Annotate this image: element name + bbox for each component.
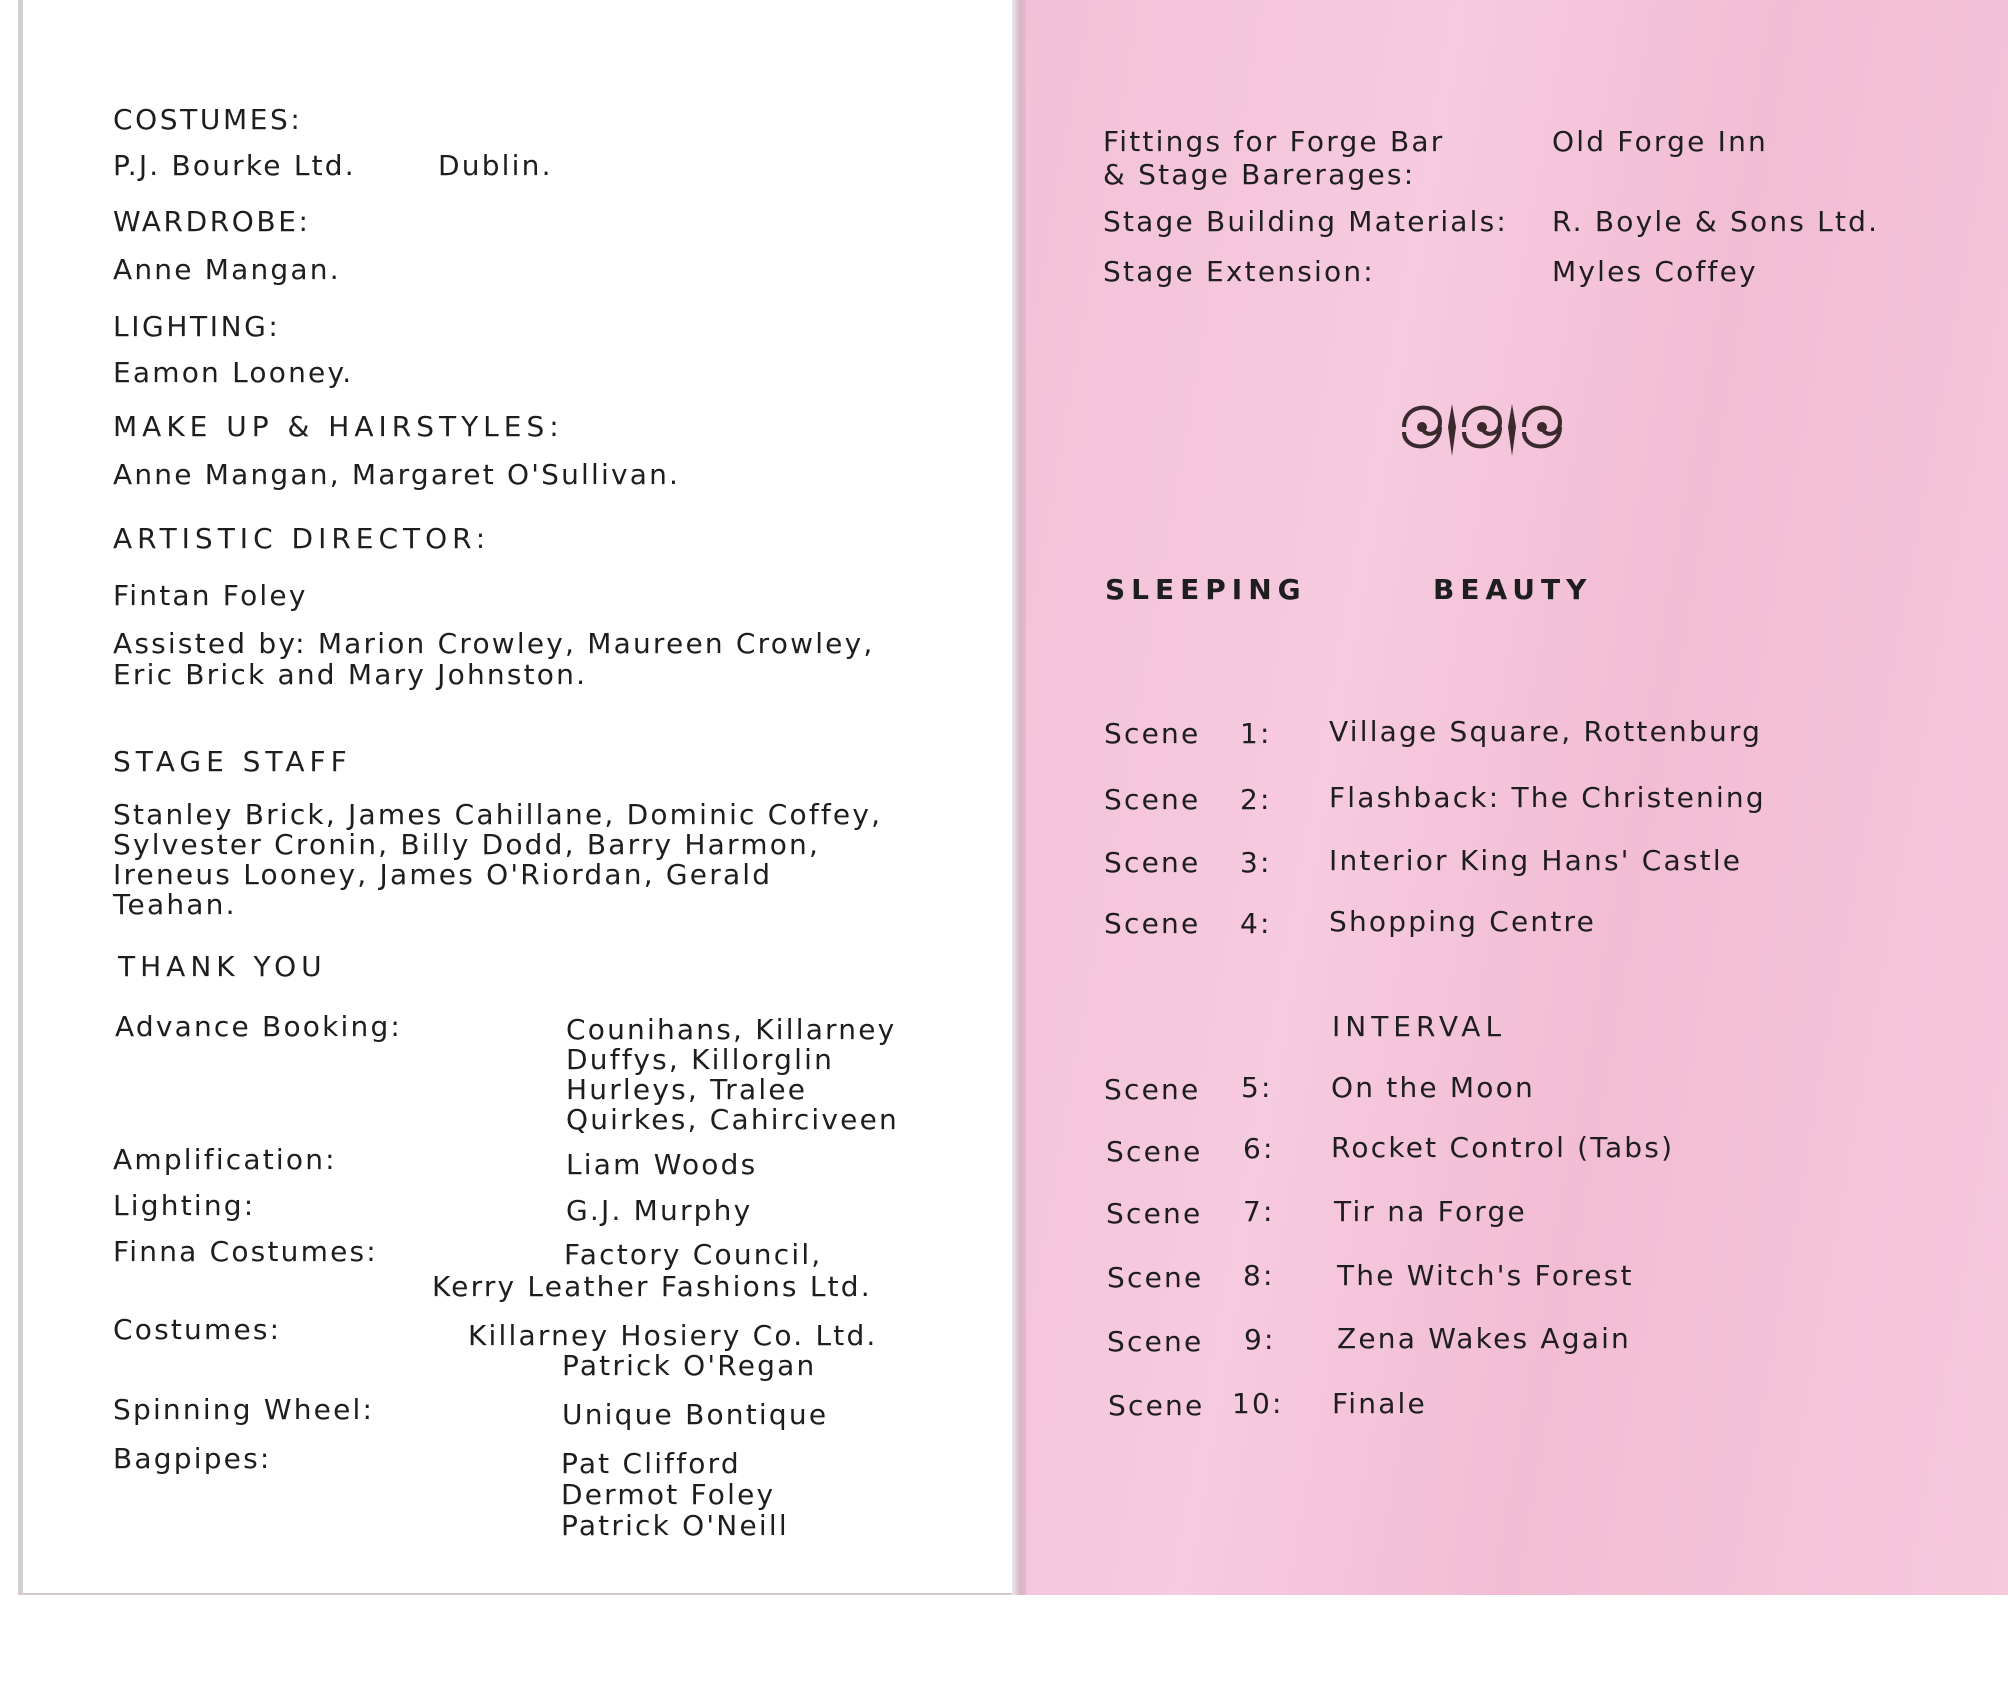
costumes-thanks-label: Costumes:	[113, 1313, 282, 1346]
thank-you-heading: THANK YOU	[118, 950, 327, 983]
bagpipes-value: Dermot Foley	[561, 1478, 776, 1511]
lighting-thanks-label: Lighting:	[113, 1189, 256, 1222]
scene-number: 7:	[1243, 1195, 1275, 1228]
stage-staff-line: Stanley Brick, James Cahillane, Dominic Coffey,	[113, 798, 883, 831]
stage-extension-value: Myles Coffey	[1552, 255, 1758, 288]
scene-name: Zena Wakes Again	[1337, 1322, 1632, 1355]
scene-name: Tir na Forge	[1334, 1195, 1527, 1228]
scene-word: Scene	[1106, 1197, 1203, 1230]
scene-word: Scene	[1107, 1261, 1204, 1294]
advance-booking-values	[566, 1015, 899, 1135]
advance-booking-value: Hurleys, Tralee	[566, 1073, 808, 1106]
scene-number: 8:	[1243, 1259, 1275, 1292]
finna-costumes-value-1: Factory Council,	[564, 1238, 823, 1271]
stage-staff-line: Sylvester Cronin, Billy Dodd, Barry Harmon,	[113, 828, 821, 861]
bagpipes-label: Bagpipes:	[113, 1442, 272, 1475]
scene-word: Scene	[1104, 1073, 1201, 1106]
spinning-wheel-label: Spinning Wheel:	[113, 1393, 375, 1426]
scene-name: Rocket Control (Tabs)	[1331, 1131, 1675, 1164]
page-fold	[1012, 0, 1026, 1595]
costumes-city: Dublin.	[438, 149, 553, 182]
scene-number: 9:	[1244, 1323, 1276, 1356]
scene-number: 1:	[1240, 717, 1272, 750]
advance-booking-value: Counihans, Killarney	[566, 1013, 897, 1046]
costumes-heading: COSTUMES:	[113, 103, 303, 136]
costumes-thanks-value-1: Killarney Hosiery Co. Ltd.	[468, 1319, 878, 1352]
show-title-sleeping: SLEEPING	[1105, 573, 1307, 606]
bagpipes-value: Patrick O'Neill	[561, 1509, 789, 1542]
scene-number: 10:	[1232, 1387, 1284, 1420]
scene-word: Scene	[1106, 1135, 1203, 1168]
scene-number: 4:	[1240, 907, 1272, 940]
scene-number: 3:	[1240, 846, 1272, 879]
scene-number: 6:	[1243, 1132, 1275, 1165]
fittings-value: Old Forge Inn	[1552, 125, 1769, 158]
fittings-label-1: Fittings for Forge Bar	[1103, 125, 1445, 158]
artistic-value: Fintan Foley	[113, 579, 308, 612]
bagpipes-value: Pat Clifford	[561, 1447, 741, 1480]
makeup-heading: MAKE UP & HAIRSTYLES:	[113, 410, 564, 443]
amplification-label: Amplification:	[113, 1143, 337, 1176]
stage-extension-label: Stage Extension:	[1103, 255, 1375, 288]
wardrobe-value: Anne Mangan.	[113, 253, 341, 286]
amplification-value: Liam Woods	[566, 1148, 758, 1181]
building-materials-label: Stage Building Materials:	[1103, 205, 1509, 238]
finna-costumes-label: Finna Costumes:	[113, 1235, 378, 1268]
bagpipes-values	[561, 1448, 789, 1541]
scene-number: 5:	[1241, 1071, 1273, 1104]
scene-name: The Witch's Forest	[1337, 1259, 1634, 1292]
scene-word: Scene	[1104, 783, 1201, 816]
stage-staff-list	[113, 800, 882, 920]
lighting-thanks-value: G.J. Murphy	[566, 1194, 753, 1227]
scene-word: Scene	[1107, 1325, 1204, 1358]
advance-booking-value: Quirkes, Cahirciveen	[566, 1103, 899, 1136]
spinning-wheel-value: Unique Bontique	[562, 1398, 829, 1431]
scene-number: 2:	[1240, 783, 1272, 816]
scene-name: Village Square, Rottenburg	[1329, 715, 1763, 748]
advance-booking-value: Duffys, Killorglin	[566, 1043, 835, 1076]
ornament-icon	[1392, 392, 1572, 462]
stage-staff-heading: STAGE STAFF	[113, 745, 352, 778]
show-title-beauty: BEAUTY	[1433, 573, 1593, 606]
interval-heading: INTERVAL	[1332, 1010, 1507, 1043]
scene-word: Scene	[1108, 1389, 1205, 1422]
lighting-heading: LIGHTING:	[113, 310, 281, 343]
artistic-heading: ARTISTIC DIRECTOR:	[113, 522, 491, 555]
costumes-thanks-value-2: Patrick O'Regan	[562, 1349, 817, 1382]
scene-word: Scene	[1104, 717, 1201, 750]
assisted-line-2: Eric Brick and Mary Johnston.	[113, 658, 588, 691]
scene-name: Interior King Hans' Castle	[1329, 844, 1743, 877]
stage-staff-line: Ireneus Looney, James O'Riordan, Gerald	[113, 858, 773, 891]
building-materials-value: R. Boyle & Sons Ltd.	[1552, 205, 1880, 238]
scene-name: Finale	[1332, 1387, 1427, 1420]
scene-name: Flashback: The Christening	[1329, 781, 1766, 814]
stage-staff-line: Teahan.	[113, 888, 237, 921]
finna-costumes-value-2: Kerry Leather Fashions Ltd.	[432, 1270, 872, 1303]
scene-name: On the Moon	[1331, 1071, 1535, 1104]
scene-word: Scene	[1104, 907, 1201, 940]
assisted-line-1: Assisted by: Marion Crowley, Maureen Crowley,	[113, 627, 875, 660]
makeup-value: Anne Mangan, Margaret O'Sullivan.	[113, 458, 681, 491]
wardrobe-heading: WARDROBE:	[113, 205, 311, 238]
scene-name: Shopping Centre	[1329, 905, 1597, 938]
costumes-value: P.J. Bourke Ltd.	[113, 149, 356, 182]
lighting-value: Eamon Looney.	[113, 356, 354, 389]
advance-booking-label: Advance Booking:	[115, 1010, 403, 1043]
scene-word: Scene	[1104, 846, 1201, 879]
fittings-label-2: & Stage Barerages:	[1103, 158, 1416, 191]
